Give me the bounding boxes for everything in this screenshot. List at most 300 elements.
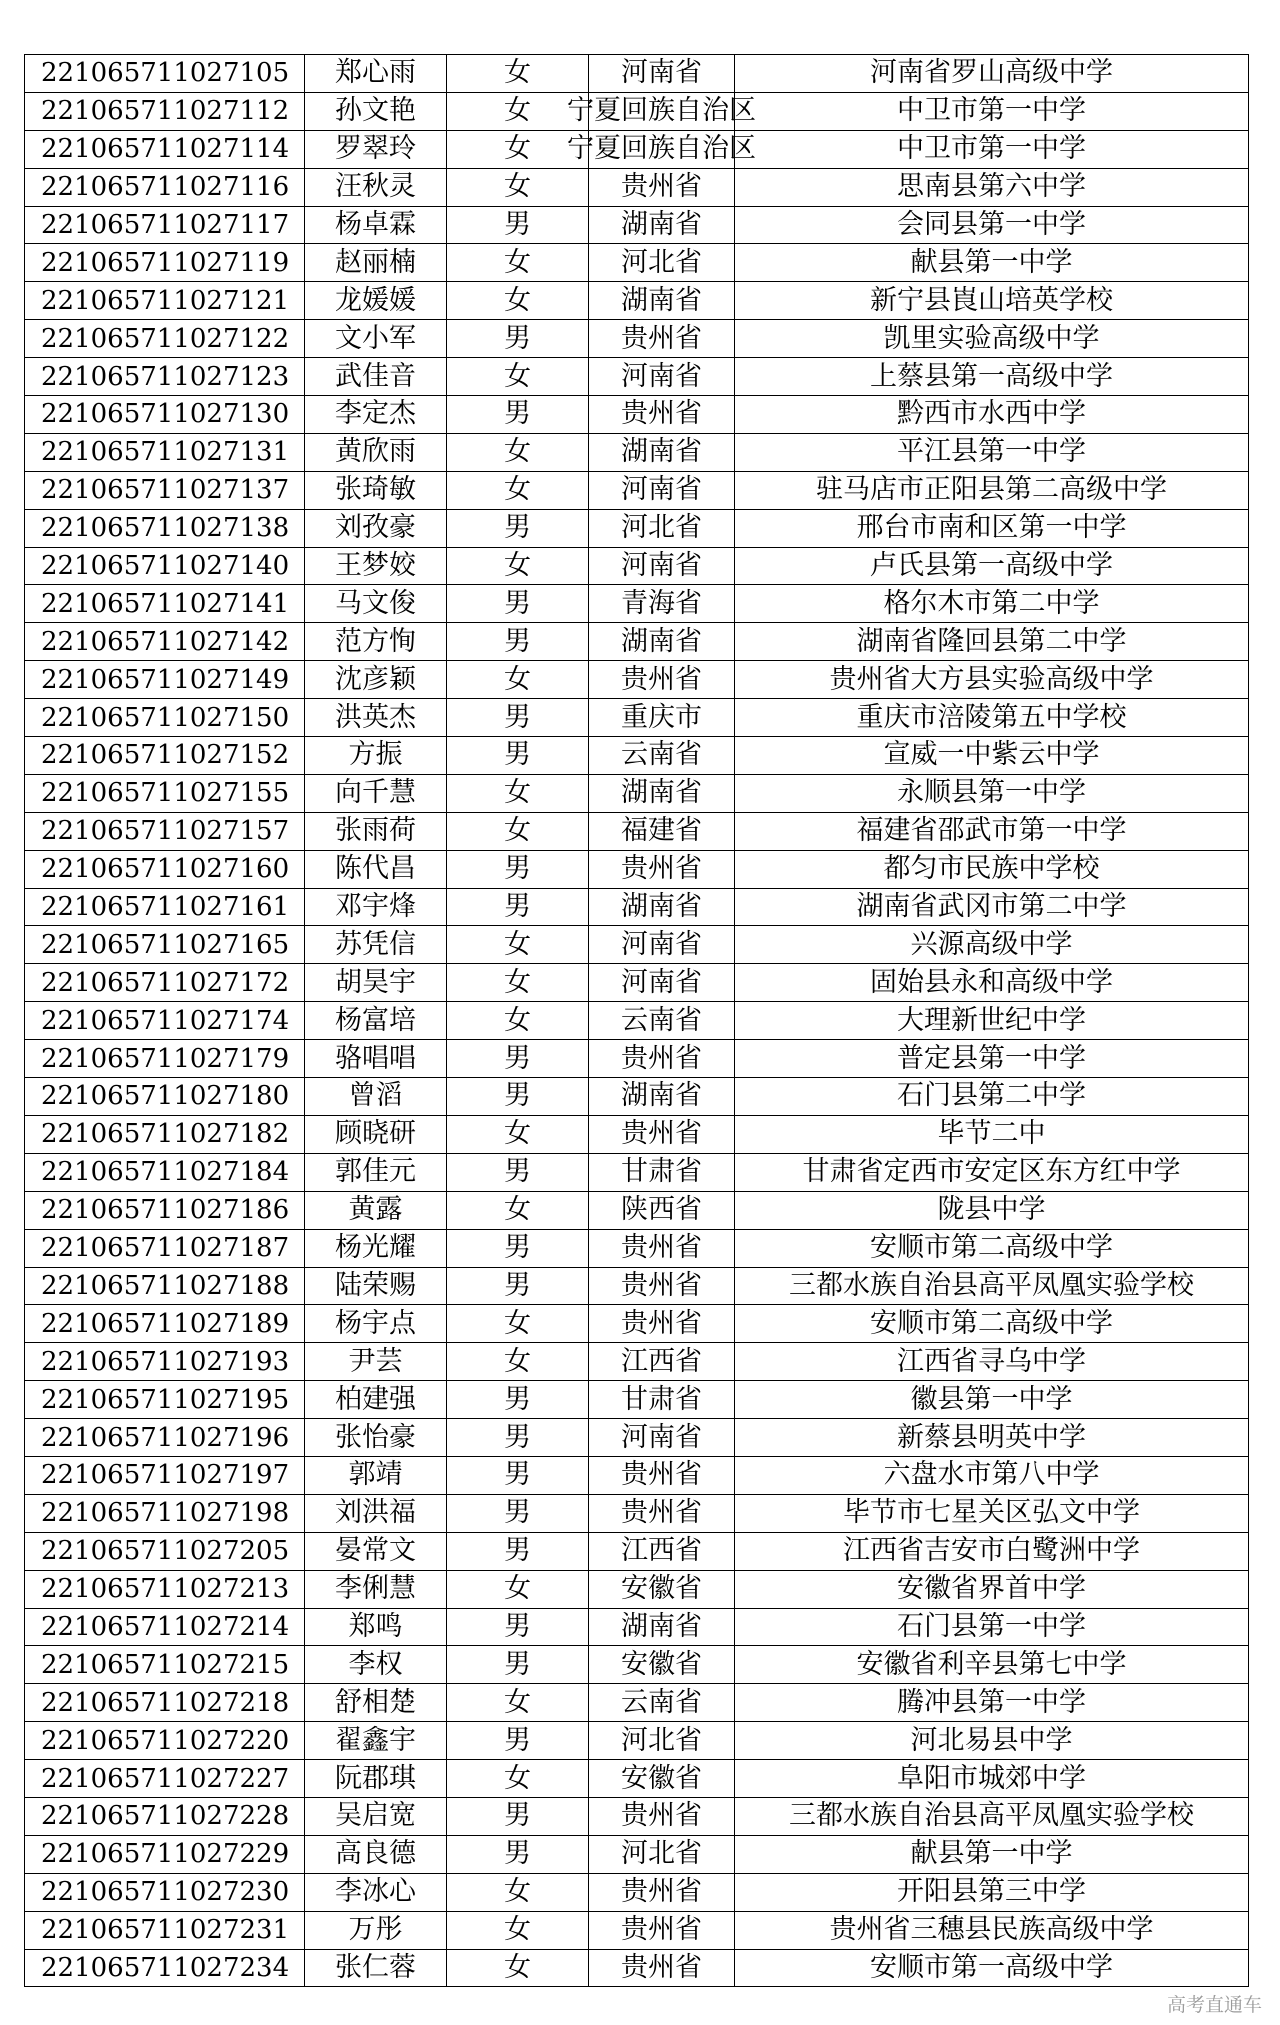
student-id-cell: 221065711027188 bbox=[25, 1267, 305, 1305]
province-cell: 河南省 bbox=[589, 358, 735, 396]
gender-cell: 女 bbox=[447, 547, 589, 585]
province-cell: 福建省 bbox=[589, 812, 735, 850]
province-cell: 云南省 bbox=[589, 1684, 735, 1722]
student-name-cell: 骆唱唱 bbox=[305, 1040, 447, 1078]
table-row bbox=[25, 1078, 1249, 1116]
school-cell: 献县第一中学 bbox=[735, 1835, 1249, 1873]
school-cell: 安徽省界首中学 bbox=[735, 1570, 1249, 1608]
gender-cell: 女 bbox=[447, 964, 589, 1002]
table-row bbox=[25, 433, 1249, 471]
table-row bbox=[25, 1115, 1249, 1153]
gender-cell: 男 bbox=[447, 1229, 589, 1267]
table-row bbox=[25, 1494, 1249, 1532]
student-id-cell: 221065711027165 bbox=[25, 926, 305, 964]
student-name-cell: 陈代昌 bbox=[305, 850, 447, 888]
school-cell: 邢台市南和区第一中学 bbox=[735, 509, 1249, 547]
gender-cell: 男 bbox=[447, 1494, 589, 1532]
student-name-cell: 刘孜豪 bbox=[305, 509, 447, 547]
gender-cell: 女 bbox=[447, 433, 589, 471]
student-name-cell: 沈彦颖 bbox=[305, 661, 447, 699]
student-name-cell: 高良德 bbox=[305, 1835, 447, 1873]
province-cell: 贵州省 bbox=[589, 1267, 735, 1305]
table-row bbox=[25, 282, 1249, 320]
table-row bbox=[25, 964, 1249, 1002]
student-id-cell: 221065711027197 bbox=[25, 1456, 305, 1494]
province-cell: 河南省 bbox=[589, 55, 735, 93]
province-cell: 河南省 bbox=[589, 471, 735, 509]
student-id-cell: 221065711027193 bbox=[25, 1343, 305, 1381]
table-row bbox=[25, 812, 1249, 850]
student-name-cell: 晏常文 bbox=[305, 1532, 447, 1570]
table-row bbox=[25, 1949, 1249, 1987]
table-row bbox=[25, 320, 1249, 358]
table-row bbox=[25, 850, 1249, 888]
province-cell: 河南省 bbox=[589, 964, 735, 1002]
school-cell: 永顺县第一中学 bbox=[735, 774, 1249, 812]
province-cell: 安徽省 bbox=[589, 1646, 735, 1684]
province-cell: 贵州省 bbox=[589, 1911, 735, 1949]
school-cell: 贵州省大方县实验高级中学 bbox=[735, 661, 1249, 699]
school-cell: 新宁县崀山培英学校 bbox=[735, 282, 1249, 320]
gender-cell: 女 bbox=[447, 661, 589, 699]
student-id-cell: 221065711027122 bbox=[25, 320, 305, 358]
table-row bbox=[25, 471, 1249, 509]
gender-cell: 男 bbox=[447, 850, 589, 888]
table-row bbox=[25, 1229, 1249, 1267]
gender-cell: 男 bbox=[447, 1532, 589, 1570]
gender-cell: 男 bbox=[447, 206, 589, 244]
gender-cell: 女 bbox=[447, 130, 589, 168]
school-cell: 兴源高级中学 bbox=[735, 926, 1249, 964]
school-cell: 安徽省利辛县第七中学 bbox=[735, 1646, 1249, 1684]
table-row bbox=[25, 1570, 1249, 1608]
student-id-cell: 221065711027196 bbox=[25, 1419, 305, 1457]
table-row bbox=[25, 699, 1249, 737]
student-name-cell: 柏建强 bbox=[305, 1381, 447, 1419]
table-row bbox=[25, 509, 1249, 547]
gender-cell: 男 bbox=[447, 1456, 589, 1494]
table-row bbox=[25, 737, 1249, 775]
school-cell: 卢氏县第一高级中学 bbox=[735, 547, 1249, 585]
table-row bbox=[25, 1835, 1249, 1873]
gender-cell: 男 bbox=[447, 396, 589, 434]
student-name-cell: 杨卓霖 bbox=[305, 206, 447, 244]
province-cell: 安徽省 bbox=[589, 1570, 735, 1608]
student-name-cell: 邓宇烽 bbox=[305, 888, 447, 926]
watermark-text: 高考直通车 bbox=[1166, 1994, 1262, 2016]
province-cell: 宁夏回族自治区 bbox=[589, 92, 735, 130]
student-name-cell: 罗翠玲 bbox=[305, 130, 447, 168]
student-name-cell: 赵丽楠 bbox=[305, 244, 447, 282]
student-name-cell: 胡昊宇 bbox=[305, 964, 447, 1002]
school-cell: 思南县第六中学 bbox=[735, 168, 1249, 206]
school-cell: 江西省寻乌中学 bbox=[735, 1343, 1249, 1381]
student-name-cell: 武佳音 bbox=[305, 358, 447, 396]
student-name-cell: 陆荣赐 bbox=[305, 1267, 447, 1305]
student-id-cell: 221065711027117 bbox=[25, 206, 305, 244]
table-row bbox=[25, 547, 1249, 585]
province-cell: 湖南省 bbox=[589, 623, 735, 661]
gender-cell: 女 bbox=[447, 926, 589, 964]
school-cell: 固始县永和高级中学 bbox=[735, 964, 1249, 1002]
school-cell: 福建省邵武市第一中学 bbox=[735, 812, 1249, 850]
student-name-cell: 郑心雨 bbox=[305, 55, 447, 93]
school-cell: 会同县第一中学 bbox=[735, 206, 1249, 244]
school-cell: 河北易县中学 bbox=[735, 1722, 1249, 1760]
gender-cell: 男 bbox=[447, 1608, 589, 1646]
province-cell: 贵州省 bbox=[589, 396, 735, 434]
student-id-cell: 221065711027218 bbox=[25, 1684, 305, 1722]
school-cell: 三都水族自治县高平凤凰实验学校 bbox=[735, 1267, 1249, 1305]
province-cell: 云南省 bbox=[589, 1002, 735, 1040]
province-cell: 贵州省 bbox=[589, 1873, 735, 1911]
province-cell: 贵州省 bbox=[589, 1797, 735, 1835]
province-cell: 甘肃省 bbox=[589, 1381, 735, 1419]
school-cell: 开阳县第三中学 bbox=[735, 1873, 1249, 1911]
student-name-cell: 洪英杰 bbox=[305, 699, 447, 737]
student-name-cell: 孙文艳 bbox=[305, 92, 447, 130]
school-cell: 黔西市水西中学 bbox=[735, 396, 1249, 434]
student-name-cell: 吴启宽 bbox=[305, 1797, 447, 1835]
gender-cell: 男 bbox=[447, 1040, 589, 1078]
student-name-cell: 顾晓研 bbox=[305, 1115, 447, 1153]
student-id-cell: 221065711027114 bbox=[25, 130, 305, 168]
student-id-cell: 221065711027123 bbox=[25, 358, 305, 396]
table-row bbox=[25, 774, 1249, 812]
school-cell: 凯里实验高级中学 bbox=[735, 320, 1249, 358]
student-id-cell: 221065711027213 bbox=[25, 1570, 305, 1608]
gender-cell: 女 bbox=[447, 1873, 589, 1911]
province-cell: 宁夏回族自治区 bbox=[589, 130, 735, 168]
gender-cell: 女 bbox=[447, 1115, 589, 1153]
province-cell: 湖南省 bbox=[589, 206, 735, 244]
province-cell: 贵州省 bbox=[589, 320, 735, 358]
table-body bbox=[25, 55, 1249, 1987]
student-id-cell: 221065711027205 bbox=[25, 1532, 305, 1570]
gender-cell: 女 bbox=[447, 1949, 589, 1987]
table-row bbox=[25, 244, 1249, 282]
school-cell: 大理新世纪中学 bbox=[735, 1002, 1249, 1040]
student-name-cell: 文小军 bbox=[305, 320, 447, 358]
school-cell: 江西省吉安市白鹭洲中学 bbox=[735, 1532, 1249, 1570]
school-cell: 驻马店市正阳县第二高级中学 bbox=[735, 471, 1249, 509]
student-id-cell: 221065711027131 bbox=[25, 433, 305, 471]
student-name-cell: 杨富培 bbox=[305, 1002, 447, 1040]
province-cell: 安徽省 bbox=[589, 1760, 735, 1798]
student-id-cell: 221065711027141 bbox=[25, 585, 305, 623]
school-cell: 格尔木市第二中学 bbox=[735, 585, 1249, 623]
school-cell: 上蔡县第一高级中学 bbox=[735, 358, 1249, 396]
school-cell: 宣威一中紫云中学 bbox=[735, 737, 1249, 775]
province-cell: 贵州省 bbox=[589, 1949, 735, 1987]
student-id-cell: 221065711027228 bbox=[25, 1797, 305, 1835]
gender-cell: 女 bbox=[447, 1760, 589, 1798]
gender-cell: 女 bbox=[447, 282, 589, 320]
table-row bbox=[25, 168, 1249, 206]
student-name-cell: 马文俊 bbox=[305, 585, 447, 623]
student-name-cell: 尹芸 bbox=[305, 1343, 447, 1381]
student-id-cell: 221065711027105 bbox=[25, 55, 305, 93]
province-cell: 湖南省 bbox=[589, 1078, 735, 1116]
student-name-cell: 李冰心 bbox=[305, 1873, 447, 1911]
province-cell: 河北省 bbox=[589, 1835, 735, 1873]
gender-cell: 女 bbox=[447, 55, 589, 93]
gender-cell: 女 bbox=[447, 1911, 589, 1949]
student-id-cell: 221065711027116 bbox=[25, 168, 305, 206]
student-id-cell: 221065711027160 bbox=[25, 850, 305, 888]
province-cell: 湖南省 bbox=[589, 888, 735, 926]
gender-cell: 女 bbox=[447, 1684, 589, 1722]
table-row bbox=[25, 206, 1249, 244]
student-id-cell: 221065711027157 bbox=[25, 812, 305, 850]
student-name-cell: 向千慧 bbox=[305, 774, 447, 812]
province-cell: 河南省 bbox=[589, 1419, 735, 1457]
gender-cell: 男 bbox=[447, 320, 589, 358]
school-cell: 安顺市第一高级中学 bbox=[735, 1949, 1249, 1987]
student-name-cell: 黄欣雨 bbox=[305, 433, 447, 471]
student-id-cell: 221065711027195 bbox=[25, 1381, 305, 1419]
school-cell: 安顺市第二高级中学 bbox=[735, 1305, 1249, 1343]
table-row bbox=[25, 1873, 1249, 1911]
student-id-cell: 221065711027187 bbox=[25, 1229, 305, 1267]
student-name-cell: 汪秋灵 bbox=[305, 168, 447, 206]
province-cell: 湖南省 bbox=[589, 433, 735, 471]
gender-cell: 男 bbox=[447, 1153, 589, 1191]
gender-cell: 女 bbox=[447, 1570, 589, 1608]
gender-cell: 女 bbox=[447, 1191, 589, 1229]
student-name-cell: 李定杰 bbox=[305, 396, 447, 434]
student-id-cell: 221065711027155 bbox=[25, 774, 305, 812]
school-cell: 普定县第一中学 bbox=[735, 1040, 1249, 1078]
student-id-cell: 221065711027230 bbox=[25, 1873, 305, 1911]
table-row bbox=[25, 55, 1249, 93]
student-id-cell: 221065711027137 bbox=[25, 471, 305, 509]
school-cell: 三都水族自治县高平凤凰实验学校 bbox=[735, 1797, 1249, 1835]
province-cell: 河南省 bbox=[589, 547, 735, 585]
student-name-cell: 张仁蓉 bbox=[305, 1949, 447, 1987]
school-cell: 毕节市七星关区弘文中学 bbox=[735, 1494, 1249, 1532]
student-id-cell: 221065711027119 bbox=[25, 244, 305, 282]
student-id-cell: 221065711027198 bbox=[25, 1494, 305, 1532]
student-name-cell: 张琦敏 bbox=[305, 471, 447, 509]
table-row bbox=[25, 1305, 1249, 1343]
student-name-cell: 郭靖 bbox=[305, 1456, 447, 1494]
province-cell: 青海省 bbox=[589, 585, 735, 623]
gender-cell: 男 bbox=[447, 509, 589, 547]
gender-cell: 女 bbox=[447, 168, 589, 206]
province-cell: 湖南省 bbox=[589, 774, 735, 812]
school-cell: 阜阳市城郊中学 bbox=[735, 1760, 1249, 1798]
gender-cell: 女 bbox=[447, 1343, 589, 1381]
gender-cell: 男 bbox=[447, 1835, 589, 1873]
gender-cell: 女 bbox=[447, 1002, 589, 1040]
student-name-cell: 郑鸣 bbox=[305, 1608, 447, 1646]
school-cell: 中卫市第一中学 bbox=[735, 130, 1249, 168]
student-name-cell: 李俐慧 bbox=[305, 1570, 447, 1608]
province-cell: 河北省 bbox=[589, 1722, 735, 1760]
student-name-cell: 王梦姣 bbox=[305, 547, 447, 585]
province-cell: 河南省 bbox=[589, 926, 735, 964]
student-id-cell: 221065711027142 bbox=[25, 623, 305, 661]
table-row bbox=[25, 1040, 1249, 1078]
gender-cell: 男 bbox=[447, 699, 589, 737]
student-id-cell: 221065711027112 bbox=[25, 92, 305, 130]
gender-cell: 女 bbox=[447, 244, 589, 282]
province-cell: 河北省 bbox=[589, 244, 735, 282]
student-id-cell: 221065711027182 bbox=[25, 1115, 305, 1153]
school-cell: 献县第一中学 bbox=[735, 244, 1249, 282]
school-cell: 徽县第一中学 bbox=[735, 1381, 1249, 1419]
student-name-cell: 黄露 bbox=[305, 1191, 447, 1229]
student-name-cell: 苏凭信 bbox=[305, 926, 447, 964]
student-id-cell: 221065711027234 bbox=[25, 1949, 305, 1987]
province-cell: 贵州省 bbox=[589, 1229, 735, 1267]
table-row bbox=[25, 1456, 1249, 1494]
student-name-cell: 张怡豪 bbox=[305, 1419, 447, 1457]
school-cell: 甘肃省定西市安定区东方红中学 bbox=[735, 1153, 1249, 1191]
table-row bbox=[25, 358, 1249, 396]
student-id-cell: 221065711027150 bbox=[25, 699, 305, 737]
province-cell: 江西省 bbox=[589, 1532, 735, 1570]
province-cell: 贵州省 bbox=[589, 661, 735, 699]
gender-cell: 男 bbox=[447, 1722, 589, 1760]
province-cell: 江西省 bbox=[589, 1343, 735, 1381]
table-row bbox=[25, 1343, 1249, 1381]
table-row bbox=[25, 1419, 1249, 1457]
school-cell: 毕节二中 bbox=[735, 1115, 1249, 1153]
province-cell: 云南省 bbox=[589, 737, 735, 775]
gender-cell: 男 bbox=[447, 737, 589, 775]
gender-cell: 男 bbox=[447, 1078, 589, 1116]
table-row bbox=[25, 1002, 1249, 1040]
school-cell: 贵州省三穗县民族高级中学 bbox=[735, 1911, 1249, 1949]
student-id-cell: 221065711027121 bbox=[25, 282, 305, 320]
table-row bbox=[25, 1381, 1249, 1419]
school-cell: 陇县中学 bbox=[735, 1191, 1249, 1229]
province-cell: 贵州省 bbox=[589, 168, 735, 206]
table-row bbox=[25, 92, 1249, 130]
province-cell: 贵州省 bbox=[589, 850, 735, 888]
province-cell: 贵州省 bbox=[589, 1040, 735, 1078]
table-row bbox=[25, 1608, 1249, 1646]
province-cell: 贵州省 bbox=[589, 1494, 735, 1532]
table-row bbox=[25, 661, 1249, 699]
student-id-cell: 221065711027229 bbox=[25, 1835, 305, 1873]
table-row bbox=[25, 1532, 1249, 1570]
province-cell: 贵州省 bbox=[589, 1456, 735, 1494]
gender-cell: 女 bbox=[447, 774, 589, 812]
table-row bbox=[25, 1646, 1249, 1684]
province-cell: 陕西省 bbox=[589, 1191, 735, 1229]
student-id-cell: 221065711027227 bbox=[25, 1760, 305, 1798]
student-name-cell: 翟鑫宇 bbox=[305, 1722, 447, 1760]
table-row bbox=[25, 1760, 1249, 1798]
gender-cell: 男 bbox=[447, 1381, 589, 1419]
table-row bbox=[25, 888, 1249, 926]
gender-cell: 女 bbox=[447, 812, 589, 850]
student-name-cell: 龙媛媛 bbox=[305, 282, 447, 320]
student-id-cell: 221065711027180 bbox=[25, 1078, 305, 1116]
student-name-cell: 杨光耀 bbox=[305, 1229, 447, 1267]
gender-cell: 男 bbox=[447, 1267, 589, 1305]
gender-cell: 女 bbox=[447, 471, 589, 509]
table-row bbox=[25, 1191, 1249, 1229]
school-cell: 河南省罗山高级中学 bbox=[735, 55, 1249, 93]
school-cell: 平江县第一中学 bbox=[735, 433, 1249, 471]
table-row bbox=[25, 623, 1249, 661]
table-row bbox=[25, 1684, 1249, 1722]
student-name-cell: 李权 bbox=[305, 1646, 447, 1684]
student-id-cell: 221065711027189 bbox=[25, 1305, 305, 1343]
student-name-cell: 阮郡琪 bbox=[305, 1760, 447, 1798]
table-row bbox=[25, 130, 1249, 168]
student-id-cell: 221065711027186 bbox=[25, 1191, 305, 1229]
table-row bbox=[25, 1153, 1249, 1191]
student-name-cell: 杨宇点 bbox=[305, 1305, 447, 1343]
province-cell: 湖南省 bbox=[589, 282, 735, 320]
student-id-cell: 221065711027130 bbox=[25, 396, 305, 434]
student-id-cell: 221065711027161 bbox=[25, 888, 305, 926]
gender-cell: 男 bbox=[447, 1419, 589, 1457]
student-name-cell: 刘洪福 bbox=[305, 1494, 447, 1532]
school-cell: 湖南省武冈市第二中学 bbox=[735, 888, 1249, 926]
table-row bbox=[25, 1911, 1249, 1949]
province-cell: 湖南省 bbox=[589, 1608, 735, 1646]
school-cell: 新蔡县明英中学 bbox=[735, 1419, 1249, 1457]
province-cell: 重庆市 bbox=[589, 699, 735, 737]
student-name-cell: 万彤 bbox=[305, 1911, 447, 1949]
gender-cell: 男 bbox=[447, 1646, 589, 1684]
student-id-cell: 221065711027214 bbox=[25, 1608, 305, 1646]
school-cell: 中卫市第一中学 bbox=[735, 92, 1249, 130]
gender-cell: 女 bbox=[447, 358, 589, 396]
admission-list-table bbox=[24, 54, 1249, 1987]
student-name-cell: 方振 bbox=[305, 737, 447, 775]
student-name-cell: 范方恂 bbox=[305, 623, 447, 661]
school-cell: 石门县第一中学 bbox=[735, 1608, 1249, 1646]
student-id-cell: 221065711027215 bbox=[25, 1646, 305, 1684]
student-id-cell: 221065711027152 bbox=[25, 737, 305, 775]
gender-cell: 男 bbox=[447, 888, 589, 926]
table-row bbox=[25, 1797, 1249, 1835]
table-row bbox=[25, 926, 1249, 964]
province-cell: 甘肃省 bbox=[589, 1153, 735, 1191]
gender-cell: 男 bbox=[447, 623, 589, 661]
school-cell: 都匀市民族中学校 bbox=[735, 850, 1249, 888]
school-cell: 腾冲县第一中学 bbox=[735, 1684, 1249, 1722]
school-cell: 石门县第二中学 bbox=[735, 1078, 1249, 1116]
student-id-cell: 221065711027174 bbox=[25, 1002, 305, 1040]
gender-cell: 女 bbox=[447, 1305, 589, 1343]
province-cell: 贵州省 bbox=[589, 1115, 735, 1153]
student-id-cell: 221065711027138 bbox=[25, 509, 305, 547]
student-id-cell: 221065711027231 bbox=[25, 1911, 305, 1949]
school-cell: 湖南省隆回县第二中学 bbox=[735, 623, 1249, 661]
school-cell: 六盘水市第八中学 bbox=[735, 1456, 1249, 1494]
province-cell: 贵州省 bbox=[589, 1305, 735, 1343]
province-cell: 河北省 bbox=[589, 509, 735, 547]
table-row bbox=[25, 585, 1249, 623]
student-id-cell: 221065711027149 bbox=[25, 661, 305, 699]
table-row bbox=[25, 396, 1249, 434]
school-cell: 重庆市涪陵第五中学校 bbox=[735, 699, 1249, 737]
gender-cell: 女 bbox=[447, 92, 589, 130]
student-name-cell: 张雨荷 bbox=[305, 812, 447, 850]
school-cell: 安顺市第二高级中学 bbox=[735, 1229, 1249, 1267]
student-name-cell: 曾滔 bbox=[305, 1078, 447, 1116]
student-id-cell: 221065711027140 bbox=[25, 547, 305, 585]
table-row bbox=[25, 1267, 1249, 1305]
